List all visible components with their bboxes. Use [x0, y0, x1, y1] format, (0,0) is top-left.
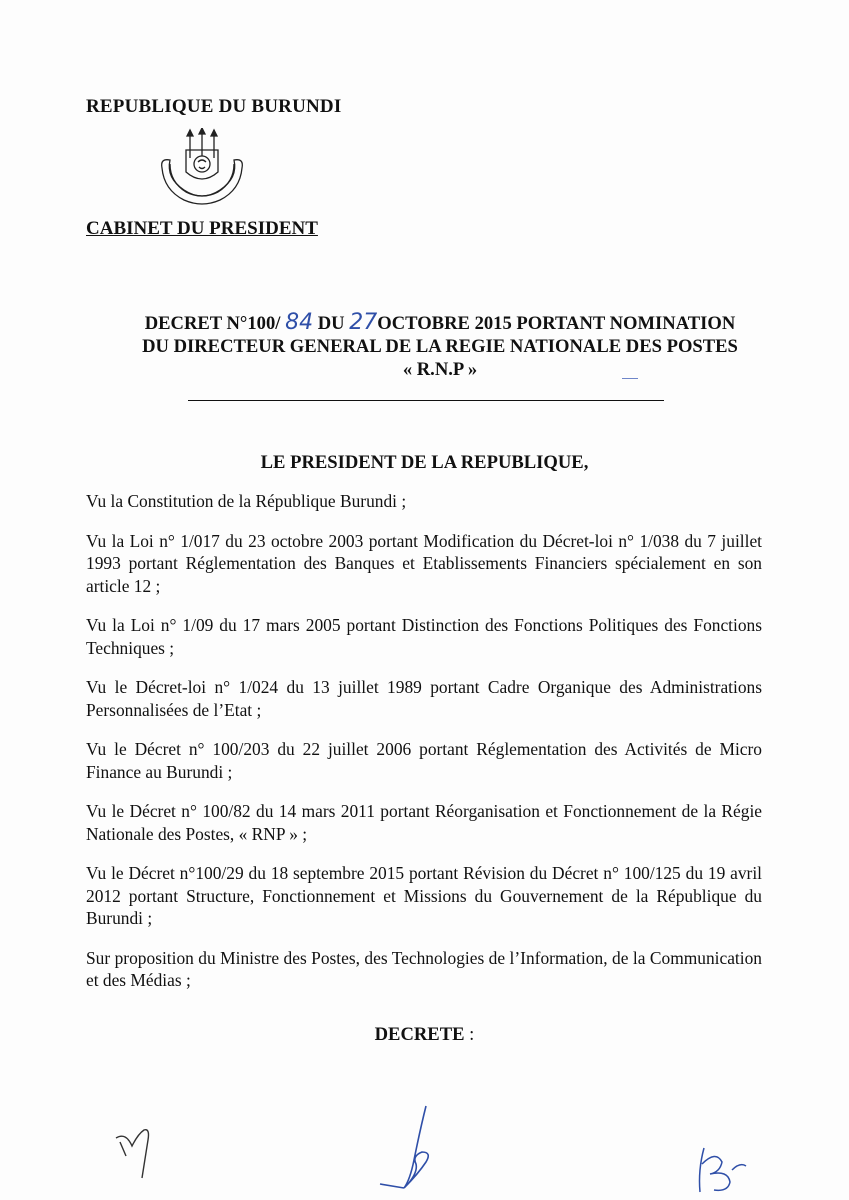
handwritten-decree-day: 27	[349, 310, 378, 335]
initials-left-signature	[110, 1120, 160, 1182]
handwritten-dash	[622, 378, 638, 379]
title-underline-rule	[188, 400, 664, 401]
handwritten-decree-number: 84	[285, 310, 314, 335]
consideration-paragraph: Vu la Constitution de la République Burundi ;	[86, 491, 407, 511]
considerations-body	[86, 490, 762, 1009]
initials-right-signature	[690, 1140, 750, 1198]
decree-title-rest: OCTOBRE 2015 PORTANT NOMINATION	[377, 313, 736, 334]
consideration-paragraph: Vu le Décret n°100/29 du 18 septembre 2015 portant Révision du Décret n° 100/125 du 19 avril 2012 portant Structure, Fonctionnement et Missions du Gouvernement de la République du Burundi ;	[86, 863, 762, 928]
coat-of-arms-emblem	[156, 128, 248, 210]
consideration-paragraph: Vu le Décret n° 100/82 du 14 mars 2011 portant Réorganisation et Fonctionnement de la Régie Nationale des Postes, « RNP » ;	[86, 801, 762, 844]
consideration-paragraph: Vu le Décret-loi n° 1/024 du 13 juillet 1989 portant Cadre Organique des Administrations Personnalisées de l’Etat ;	[86, 677, 762, 720]
consideration-paragraph: Vu la Loi n° 1/017 du 23 octobre 2003 portant Modification du Décret-loi n° 1/038 du 7 juillet 1993 portant Réglementation des Banques et Etablissements Financiers spécialement en son article 12 ;	[86, 530, 762, 596]
initials-center-signature	[370, 1100, 442, 1194]
consideration-paragraph: Vu le Décret n° 100/203 du 22 juillet 2006 portant Réglementation des Activités de Micro Finance au Burundi ;	[86, 739, 762, 782]
consideration-paragraph: Vu la Loi n° 1/09 du 17 mars 2005 portant Distinction des Fonctions Politiques des Fonctions Techniques ;	[86, 615, 762, 658]
decree-title-line-2: DU DIRECTEUR GENERAL DE LA REGIE NATIONALE DES POSTES	[142, 336, 738, 357]
decrete-heading	[0, 1024, 849, 1046]
decrete-word: DECRETE	[374, 1024, 465, 1045]
decree-title-line-1	[90, 311, 790, 335]
consideration-paragraph: Sur proposition du Ministre des Postes, des Technologies de l’Information, de la Communication et des Médias ;	[86, 947, 762, 990]
cabinet-heading: CABINET DU PRESIDENT	[86, 218, 318, 239]
republic-heading: REPUBLIQUE DU BURUNDI	[86, 96, 342, 117]
decree-number-prefix: DECRET N°100/	[144, 313, 281, 334]
decree-title	[90, 311, 790, 381]
decrete-colon: :	[464, 1024, 475, 1045]
president-heading: LE PRESIDENT DE LA REPUBLIQUE,	[260, 452, 589, 473]
decree-title-line-3: « R.N.P »	[402, 359, 478, 380]
decree-du: DU	[317, 313, 345, 334]
